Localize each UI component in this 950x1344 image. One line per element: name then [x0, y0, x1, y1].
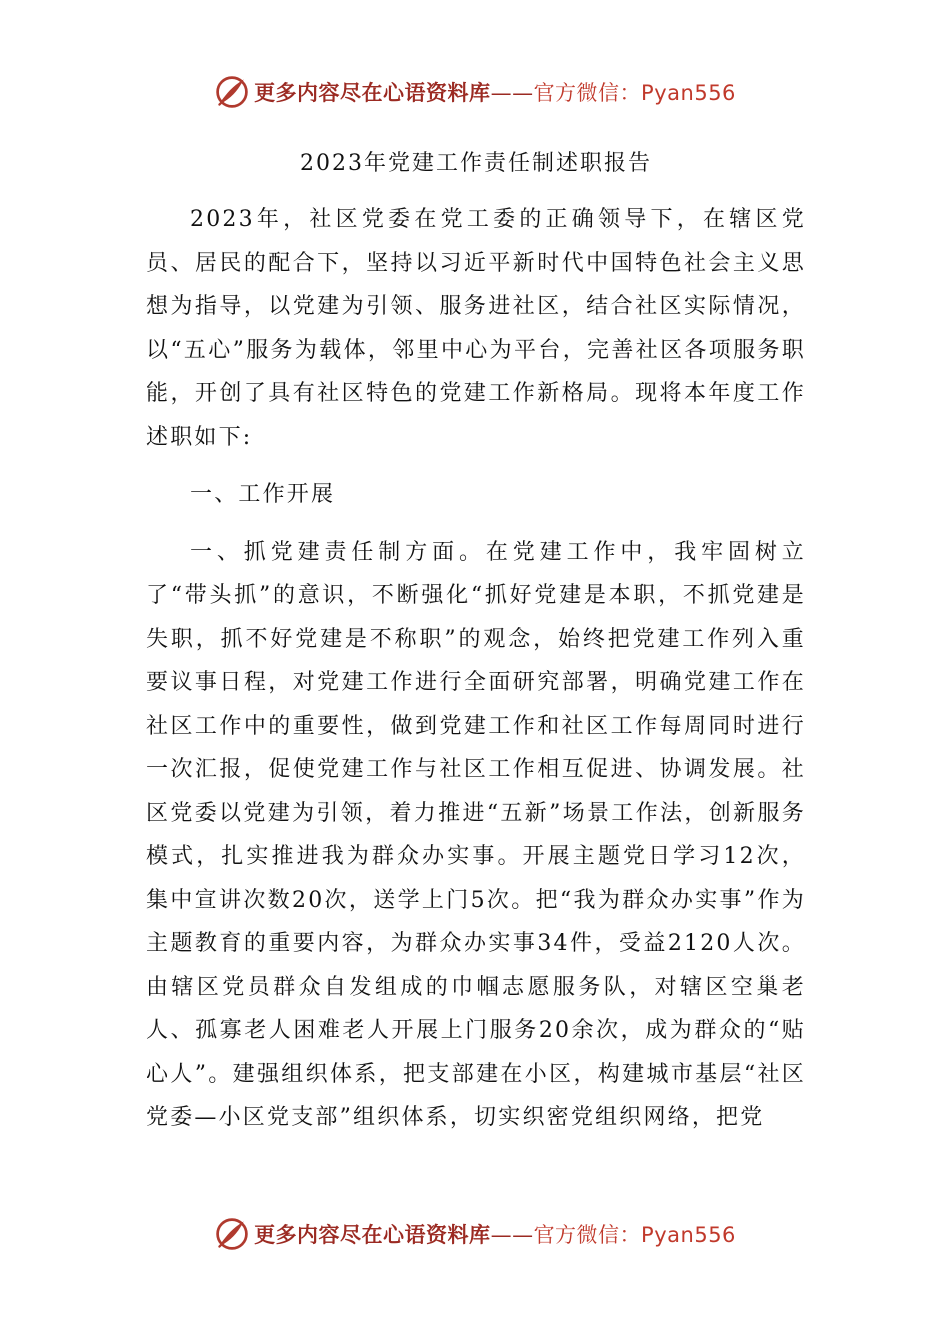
- quill-logo-icon: [214, 74, 250, 110]
- watermark-dash: ——: [490, 81, 534, 105]
- document-body: [146, 142, 806, 1140]
- document-title: 2023年党建工作责任制述职报告: [300, 151, 652, 176]
- watermark-main-text: 更多内容尽在心语资料库: [254, 81, 491, 105]
- intro-paragraph: 2023年，社区党委在党工委的正确领导下，在辖区党员、居民的配合下，坚持以习近平新时代中国特色社会主义思想为指导，以党建为引领、服务进社区，结合社区实际情况，以“五心”服务为载体，邻里中心为平台，完善社区各项服务职能，开创了具有社区特色的党建工作新格局。现将本年度工作述职如下:: [146, 207, 806, 450]
- body-paragraph: 一、抓党建责任制方面。在党建工作中，我牢固树立了“带头抓”的意识，不断强化“抓好党建是本职，不抓党建是失职，抓不好党建是不称职”的观念，始终把党建工作列入重要议事日程，对党建工作进行全面研究部署，明确党建工作在社区工作中的重要性，做到党建工作和社区工作每周同时进行一次汇报，促使党建工作与社区工作相互促进、协调发展。社区党委以党建为引领，着力推进“五新”场景工作法，创新服务模式，扎实推进我为群众办实事。开展主题党日学习12次，集中宣讲次数20次，送学上门5次。把“我为群众办实事”作为主题教育的重要内容，为群众办实事34件，受益2120人次。由辖区党员群众自发组成的巾帼志愿服务队，对辖区空巢老人、孤寡老人困难老人开展上门服务20余次，成为群众的“贴心人”。建强组织体系，把支部建在小区，构建城市基层“社区党委—小区党支部”组织体系，切实织密党组织网络，把党: [146, 539, 806, 1130]
- quill-logo-icon: [214, 1216, 250, 1252]
- watermark-banner-top: [0, 72, 950, 112]
- watermark-dash: ——: [490, 1223, 534, 1247]
- watermark-contact: 官方微信：Pyan556: [533, 81, 736, 105]
- section-heading: 一、工作开展: [190, 482, 336, 507]
- watermark-main-text: 更多内容尽在心语资料库: [254, 1223, 491, 1247]
- watermark-banner-bottom: [0, 1214, 950, 1254]
- watermark-contact: 官方微信：Pyan556: [533, 1223, 736, 1247]
